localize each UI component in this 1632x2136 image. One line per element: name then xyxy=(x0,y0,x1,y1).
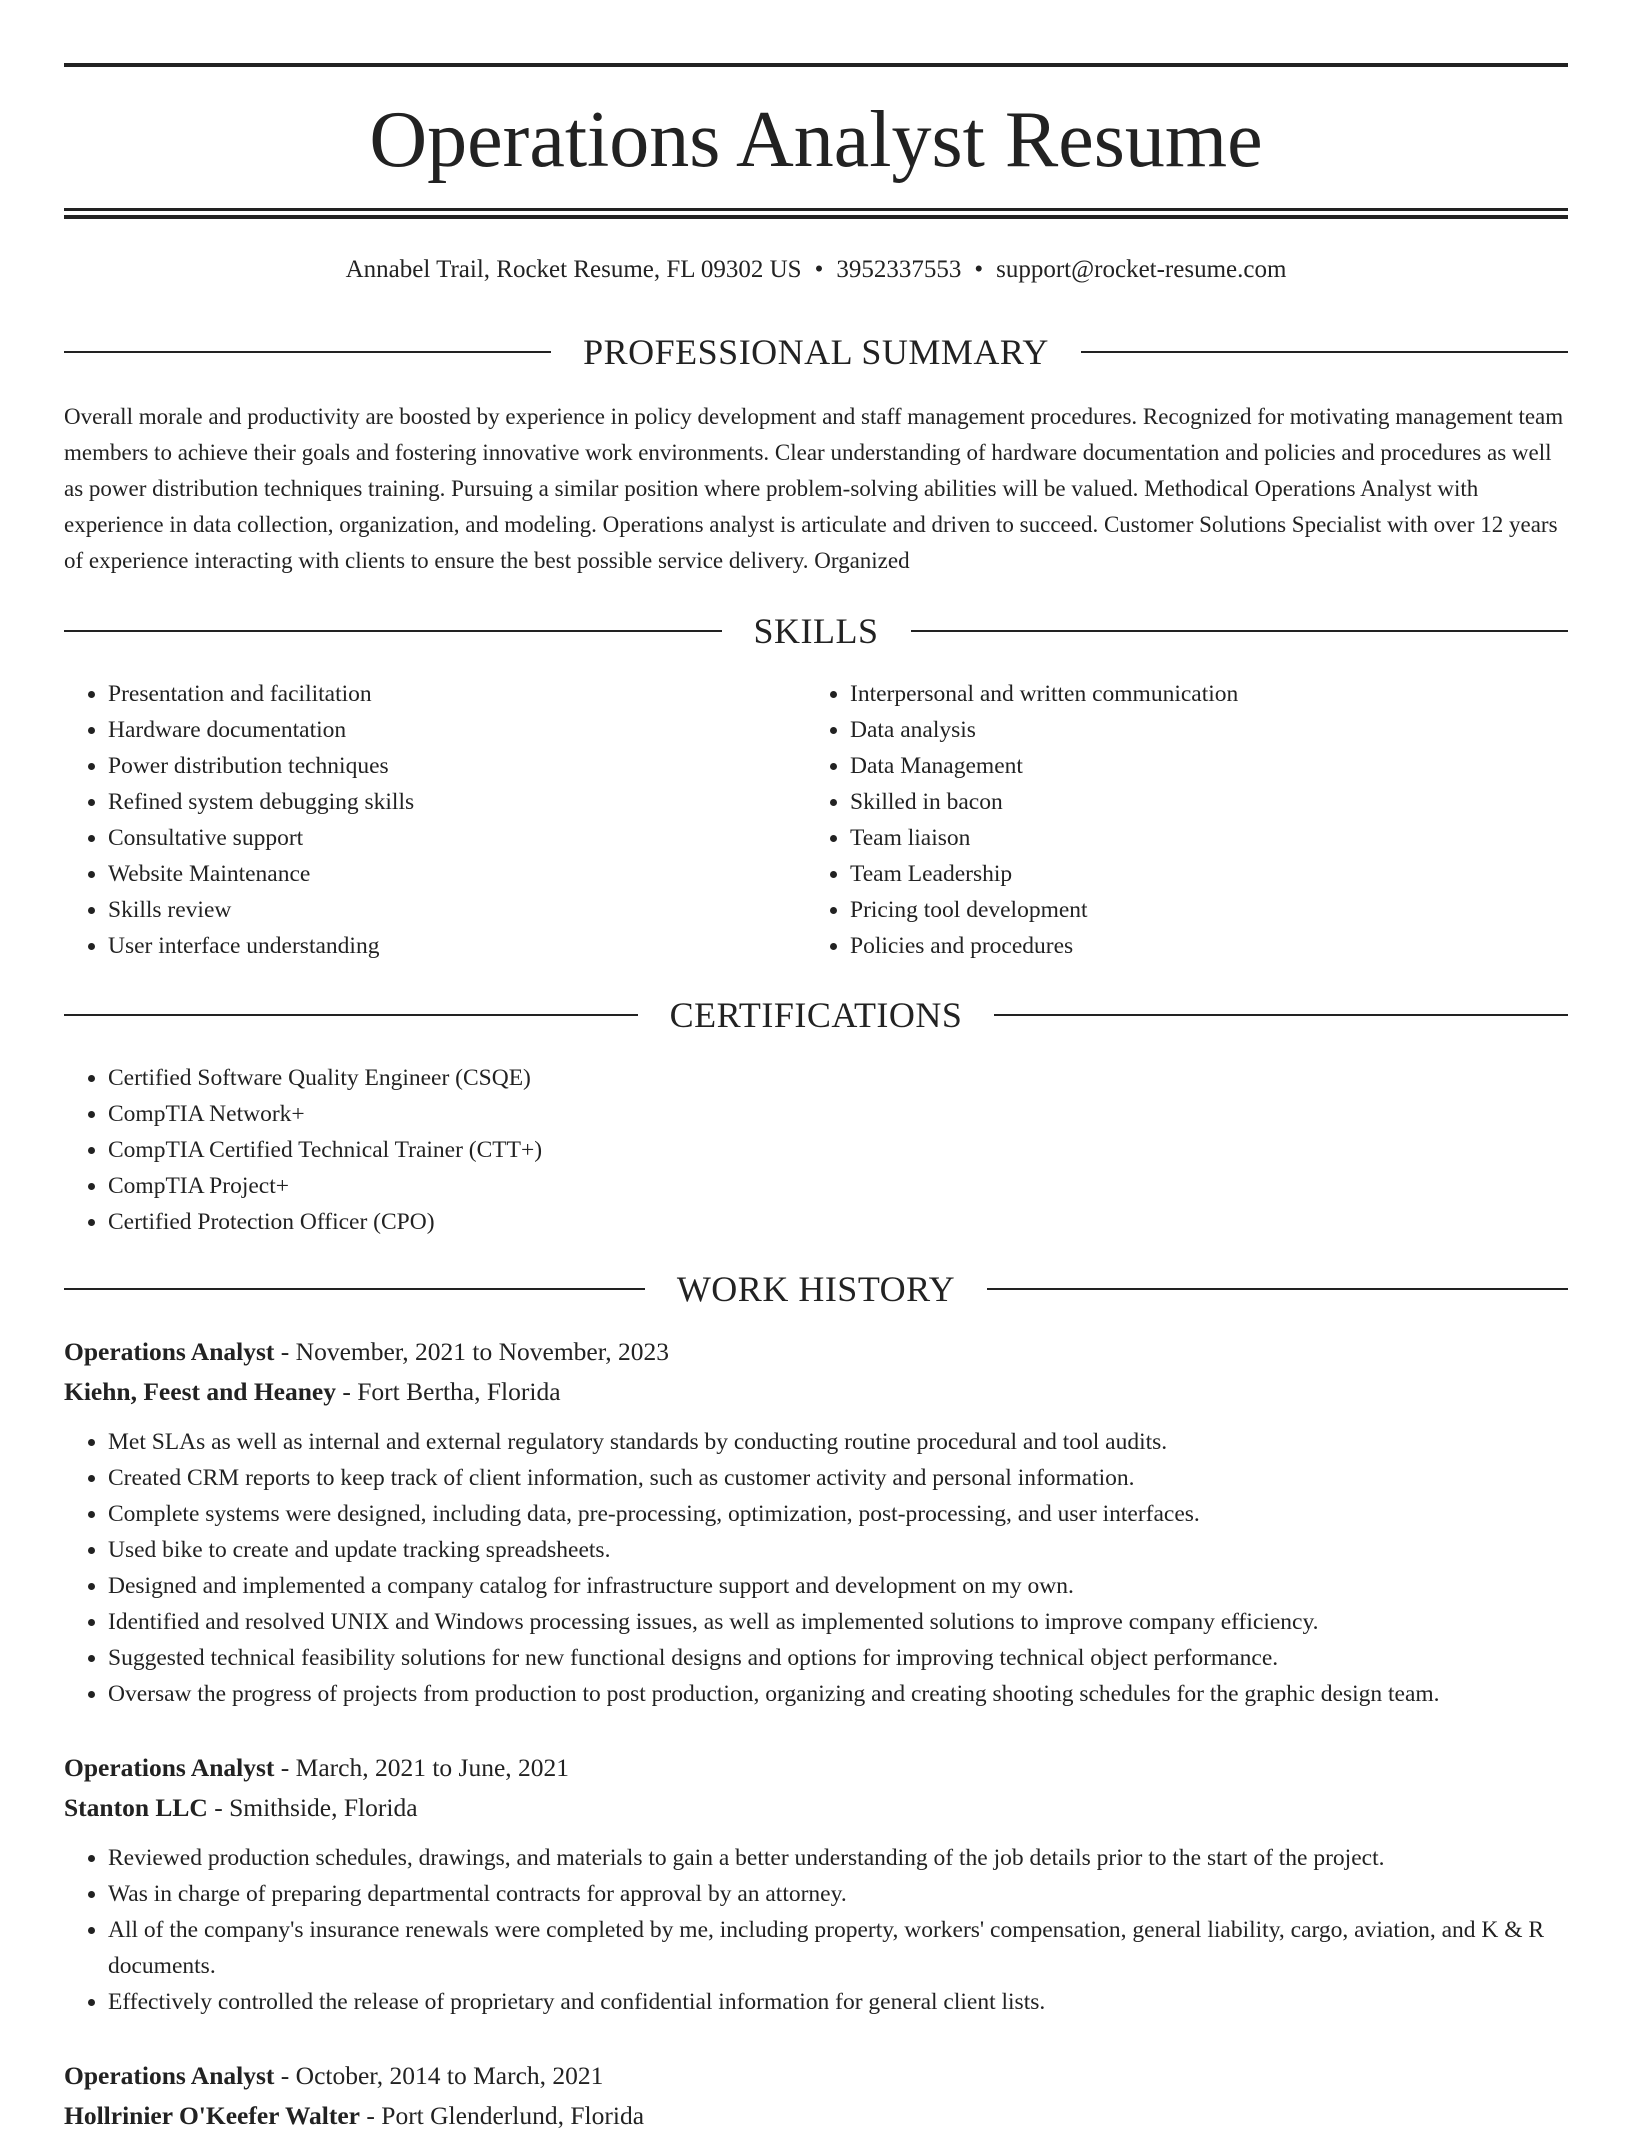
skill-item: • Data Management xyxy=(850,748,1546,784)
certification-item: • CompTIA Certified Technical Trainer (CTT+) xyxy=(108,1132,1568,1168)
skill-item: • Data analysis xyxy=(850,712,1546,748)
title-rule-lower xyxy=(64,215,1568,219)
skill-item: • Power distribution techniques xyxy=(108,748,804,784)
skill-item: • Team liaison xyxy=(850,820,1546,856)
contact-phone: 3952337553 xyxy=(836,256,962,283)
skill-item: • Team Leadership xyxy=(850,856,1546,892)
job-bullet: • Complete systems were designed, including data, pre-processing, optimization, post-processing, and user interfaces. xyxy=(108,1496,1568,1532)
section-rule-left xyxy=(64,351,551,353)
section-rule-right xyxy=(994,1014,1568,1016)
skill-item: • Website Maintenance xyxy=(108,856,804,892)
job-dates: - October, 2014 to March, 2021 xyxy=(274,2061,604,2090)
job-title: Operations Analyst xyxy=(64,1753,275,1782)
skill-item: • User interface understanding xyxy=(108,928,804,964)
job-bullet: • Identified and resolved UNIX and Windows processing issues, as well as implemented solutions to improve company efficiency. xyxy=(108,1604,1568,1640)
job-company: Stanton LLC xyxy=(64,1793,208,1822)
section-rule-right xyxy=(911,630,1569,632)
job-title-line xyxy=(64,1748,1568,1788)
skills-section-header xyxy=(64,608,1568,654)
job-bullets xyxy=(64,1424,1568,1712)
job-title: Operations Analyst xyxy=(64,2061,275,2090)
job-bullets xyxy=(64,1840,1568,2020)
job-bullet: • Met SLAs as well as internal and external regulatory standards by conducting routine procedural and tool audits. xyxy=(108,1424,1568,1460)
job-bullet: • Suggested technical feasibility solutions for new functional designs and options for improving technical object performance. xyxy=(108,1640,1568,1676)
job-location: - Smithside, Florida xyxy=(207,1793,418,1822)
job-bullet: • Was in charge of preparing departmental contracts for approval by an attorney. xyxy=(108,1876,1568,1912)
job-entry xyxy=(64,1332,1568,1712)
section-rule-right xyxy=(987,1288,1568,1290)
work-history-heading: WORK HISTORY xyxy=(676,1269,956,1309)
certification-item: • CompTIA Network+ xyxy=(108,1096,1568,1132)
top-rule xyxy=(64,63,1568,67)
section-rule-right xyxy=(1081,351,1568,353)
contact-separator: • xyxy=(814,256,824,283)
summary-section-header xyxy=(64,329,1568,375)
certifications-list xyxy=(64,1060,1568,1240)
skill-item: • Consultative support xyxy=(108,820,804,856)
job-bullet: • Used bike to create and update tracking spreadsheets. xyxy=(108,1532,1568,1568)
skills-column-right xyxy=(806,676,1546,964)
job-company-line xyxy=(64,2096,1568,2136)
skill-item: • Policies and procedures xyxy=(850,928,1546,964)
job-entry xyxy=(64,1748,1568,2020)
work-history-section-header xyxy=(64,1266,1568,1312)
certifications-heading: CERTIFICATIONS xyxy=(669,995,963,1035)
contact-email: support@rocket-resume.com xyxy=(996,256,1287,283)
job-bullet: • Created CRM reports to keep track of client information, such as customer activity and personal information. xyxy=(108,1460,1568,1496)
job-dates: - November, 2021 to November, 2023 xyxy=(274,1337,669,1366)
contact-line xyxy=(64,252,1568,288)
summary-text: Overall morale and productivity are boosted by experience in policy development and staff management procedures. Recognized for motivating management team members to achieve their goals and fostering innovative work environments. Clear understanding of hardware documentation and policies and procedures as well as power distribution techniques training. Pursuing a similar position where problem-solving abilities will be valued. Methodical Operations Analyst with experience in data collection, organization, and modeling. Operations analyst is articulate and driven to succeed. Customer Solutions Specialist with over 12 years of experience interacting with clients to ensure the best possible service delivery. Organized xyxy=(64,404,1564,573)
job-bullet: • Effectively controlled the release of proprietary and confidential information for general client lists. xyxy=(108,1984,1568,2020)
job-company: Hollrinier O'Keefer Walter xyxy=(64,2101,361,2130)
document-title: Operations Analyst Resume xyxy=(369,96,1263,184)
skill-item: • Pricing tool development xyxy=(850,892,1546,928)
job-entry xyxy=(64,2056,1568,2136)
certification-item: • CompTIA Project+ xyxy=(108,1168,1568,1204)
job-title-line xyxy=(64,2056,1568,2096)
skill-item: • Skilled in bacon xyxy=(850,784,1546,820)
certification-item: • Certified Software Quality Engineer (CSQE) xyxy=(108,1060,1568,1096)
certification-item: • Certified Protection Officer (CPO) xyxy=(108,1204,1568,1240)
skills-heading: SKILLS xyxy=(753,611,879,651)
contact-separator: • xyxy=(974,256,984,283)
job-dates: - March, 2021 to June, 2021 xyxy=(274,1753,570,1782)
job-bullet: • Reviewed production schedules, drawings, and materials to gain a better understanding of the job details prior to the start of the project. xyxy=(108,1840,1568,1876)
job-company-line xyxy=(64,1372,1568,1412)
contact-address: Annabel Trail, Rocket Resume, FL 09302 US xyxy=(345,256,802,283)
skill-item: • Refined system debugging skills xyxy=(108,784,804,820)
title-rule-upper xyxy=(64,208,1568,211)
section-rule-left xyxy=(64,1014,638,1016)
certifications-section-header xyxy=(64,992,1568,1038)
job-bullet: • Designed and implemented a company catalog for infrastructure support and development on my own. xyxy=(108,1568,1568,1604)
job-title-line xyxy=(64,1332,1568,1372)
job-title: Operations Analyst xyxy=(64,1337,275,1366)
summary-heading: PROFESSIONAL SUMMARY xyxy=(583,332,1049,372)
skill-item: • Interpersonal and written communication xyxy=(850,676,1546,712)
job-company-line xyxy=(64,1788,1568,1828)
skill-item: • Presentation and facilitation xyxy=(108,676,804,712)
skills-column-left xyxy=(64,676,804,964)
job-location: - Port Glenderlund, Florida xyxy=(360,2101,645,2130)
job-bullet: • All of the company's insurance renewals were completed by me, including property, workers' compensation, general liability, cargo, aviation, and K & R documents. xyxy=(108,1912,1568,1984)
job-bullet: • Oversaw the progress of projects from production to post production, organizing and creating shooting schedules for the graphic design team. xyxy=(108,1676,1568,1712)
skill-item: • Skills review xyxy=(108,892,804,928)
job-location: - Fort Bertha, Florida xyxy=(336,1377,561,1406)
skill-item: • Hardware documentation xyxy=(108,712,804,748)
job-company: Kiehn, Feest and Heaney xyxy=(64,1377,336,1406)
section-rule-left xyxy=(64,630,722,632)
section-rule-left xyxy=(64,1288,645,1290)
